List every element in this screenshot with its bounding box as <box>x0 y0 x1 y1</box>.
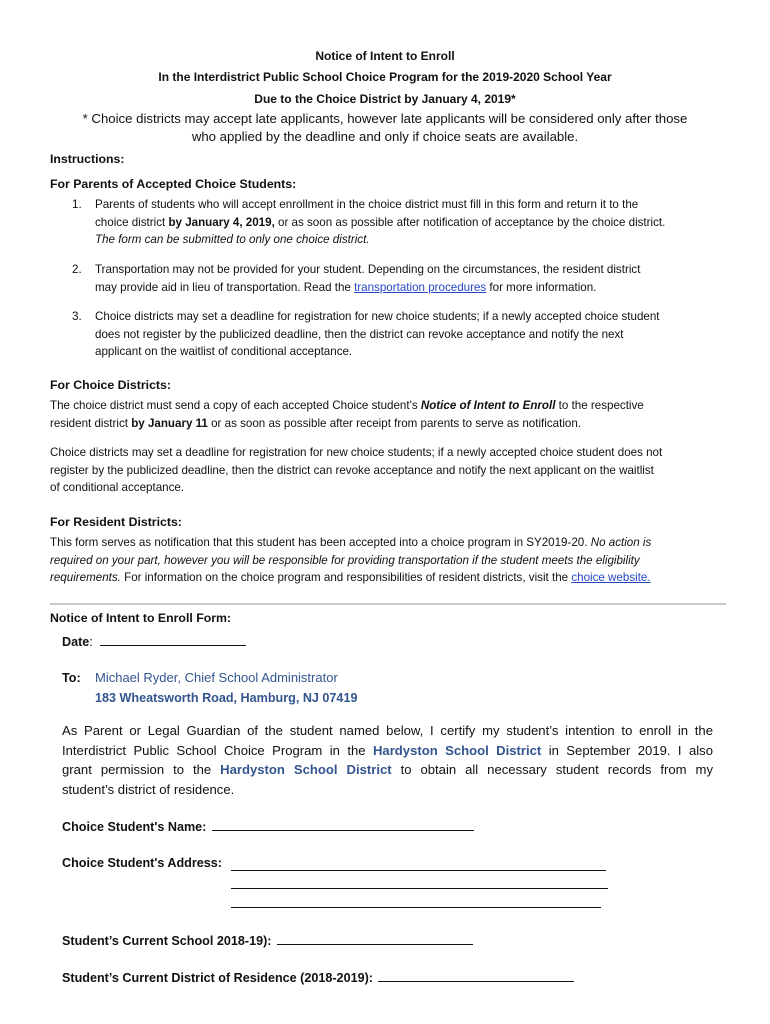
student-name-field[interactable] <box>62 818 474 834</box>
resident-districts-paragraph: This form serves as notification that this student has been accepted into a choice program in SY2019-20. No action is required on your part, however you will be responsible for providing transportation if the student meets the eligibility requirements. For information on the choice program and responsibilities of resident districts, visit the choice website. <box>50 536 652 584</box>
choice-districts-paragraph-1: The choice district must send a copy of each accepted Choice student's Notice of Intent to Enroll to the respective resident district by January 11 or as soon as possible after receipt from parents to serve as notification. <box>50 399 644 430</box>
student-address-input-line-1[interactable] <box>231 858 606 871</box>
district-name: Hardyston School District <box>220 762 392 777</box>
student-name-input-line[interactable] <box>212 818 474 831</box>
deadline-date: by January 4, 2019, <box>168 215 275 229</box>
resident-districts-heading: For Resident Districts: <box>50 515 182 529</box>
section-divider <box>50 603 726 605</box>
list-number: 1. <box>72 198 82 211</box>
item-text: applicant on the waitlist of conditional acceptance. <box>95 345 353 358</box>
date-field[interactable]: Date: <box>62 633 246 649</box>
certification-paragraph: As Parent or Legal Guardian of the student named below, I certify my student’s intention to enroll in the Interdistrict Public School Choice Program in the Hardyston School District in September 2019. I also grant permission to the Hardyston School District to obtain all necessary student records from my student’s district of residence. <box>62 723 714 797</box>
list-number: 2. <box>72 263 82 276</box>
student-address-input-line-2[interactable] <box>231 876 608 889</box>
parents-heading: For Parents of Accepted Choice Students: <box>50 177 297 191</box>
item-text: Transportation may not be provided for your student. Depending on the circumstances, the resident district <box>95 263 641 276</box>
to-label: To: <box>62 671 81 685</box>
student-name-label: Choice Student's Name: <box>62 820 207 834</box>
district-of-residence-input-line[interactable] <box>378 969 574 982</box>
date-label: Date <box>62 635 90 649</box>
date-input-line[interactable] <box>100 633 246 646</box>
current-school-label: Student’s Current School 2018-19): <box>62 934 272 948</box>
late-applicant-note-line2: who applied by the deadline and only if choice seats are available. <box>191 129 579 144</box>
list-number: 3. <box>72 310 82 323</box>
student-address-input-line-3[interactable] <box>231 895 601 908</box>
student-address-label: Choice Student's Address: <box>62 856 222 870</box>
header-title-line3: Due to the Choice District by January 4, 2019* <box>254 92 516 106</box>
deadline-date: by January 11 <box>131 416 208 430</box>
recipient-name: Michael Ryder, Chief School Administrator <box>95 670 338 685</box>
choice-districts-paragraph-2: Choice districts may set a deadline for registration for new choice students; if a newly accepted choice student does not register by the publicized deadline, then the district can revoke acceptance and notify the next applicant on the waitlist of conditional acceptance. <box>50 446 663 494</box>
header-title-line1: Notice of Intent to Enroll <box>315 49 455 63</box>
current-school-field[interactable] <box>62 932 473 948</box>
district-of-residence-label: Student’s Current District of Residence (2018-2019): <box>62 971 373 985</box>
item-text: does not register by the publicized deadline, then the district can revoke acceptance and notify the next <box>95 327 624 341</box>
recipient-address: 183 Wheatsworth Road, Hamburg, NJ 07419 <box>95 691 358 705</box>
header-title-line2: In the Interdistrict Public School Choice Program for the 2019-2020 School Year <box>158 70 612 84</box>
district-of-residence-field[interactable] <box>62 969 574 985</box>
form-heading: Notice of Intent to Enroll Form: <box>50 611 232 625</box>
transportation-procedures-link[interactable]: transportation procedures <box>354 280 487 294</box>
late-applicant-note-line1: * Choice districts may accept late applicants, however late applicants will be considered only after those <box>82 111 688 126</box>
current-school-input-line[interactable] <box>277 932 473 945</box>
choice-districts-heading: For Choice Districts: <box>50 378 171 392</box>
item-text: may provide aid in lieu of transportation. Read the transportation procedures for more information. <box>95 280 597 294</box>
notice-of-intent-emphasis: Notice of Intent to Enroll <box>420 399 556 412</box>
item-text: Parents of students who will accept enrollment in the choice district must fill in this form and return it to the <box>95 198 639 211</box>
choice-website-link[interactable]: choice website. <box>571 571 651 584</box>
item-text: choice district by January 4, 2019, or as soon as possible after notification of acceptance by the choice district. <box>95 215 666 229</box>
district-name: Hardyston School District <box>372 742 542 758</box>
item-text: Choice districts may set a deadline for registration for new choice students; if a newly accepted choice student <box>95 310 660 323</box>
instructions-label: Instructions: <box>50 152 125 166</box>
item-italic-note: The form can be submitted to only one choice district. <box>95 233 370 246</box>
